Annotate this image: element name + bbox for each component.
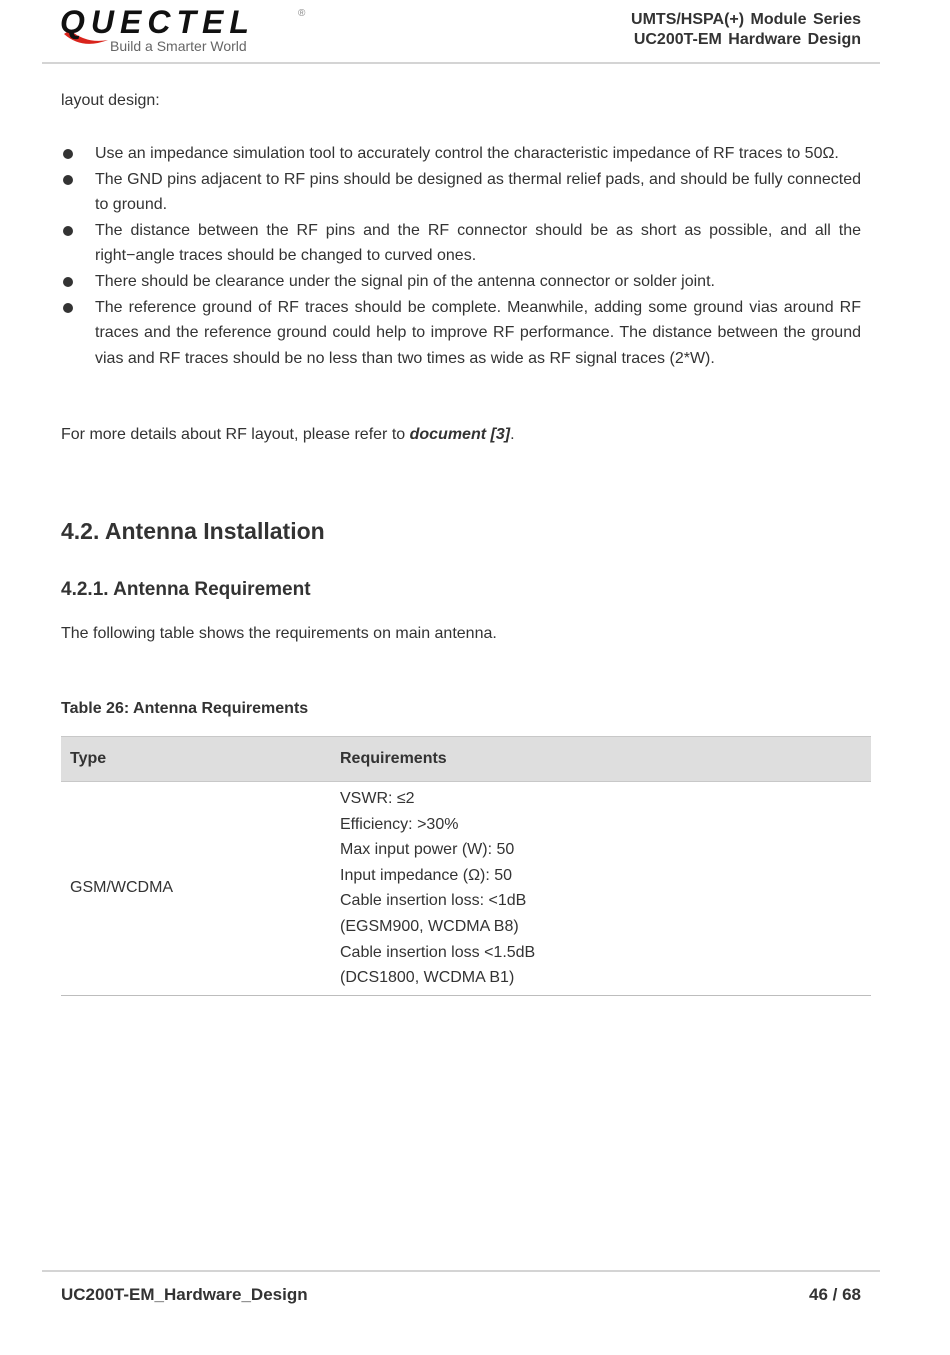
page-number: 46 / 68	[809, 1285, 861, 1304]
requirement-line: Cable insertion loss <1.5dB	[340, 943, 536, 961]
requirement-line: Cable insertion loss: <1dB	[340, 892, 527, 910]
table-intro-text: The following table shows the requirements on main antenna.	[61, 625, 497, 642]
list-item: The GND pins adjacent to RF pins should be designed as thermal relief pads, and should be fully connected to ground.	[61, 167, 861, 218]
page-header	[42, 0, 880, 64]
layout-guidelines-list	[61, 141, 861, 371]
bullet-icon	[63, 303, 73, 313]
subsection-heading: 4.2.1. Antenna Requirement	[61, 579, 311, 600]
list-item: The reference ground of RF traces should be complete. Meanwhile, adding some ground vias around RF traces and the reference ground could help to improve RF performance. The distance between the ground vias and RF traces should be no less than two times as wide as RF signal traces (2*W).	[61, 295, 861, 372]
list-item: Use an impedance simulation tool to accurately control the characteristic impedance of RF traces to 50Ω.	[61, 141, 861, 167]
more-details-paragraph: For more details about RF layout, please refer to document [3].	[61, 426, 515, 443]
header-titles	[631, 10, 861, 50]
footer-doc-name: UC200T-EM_Hardware_Design	[61, 1285, 308, 1304]
list-item: The distance between the RF pins and the RF connector should be as short as possible, and all the right−angle traces should be changed to curved ones.	[61, 218, 861, 269]
column-header-requirements: Requirements	[331, 737, 871, 782]
page-footer	[42, 1270, 880, 1304]
requirement-line: Input impedance (Ω): 50	[340, 866, 513, 884]
logo-wordmark: QUECTEL	[60, 4, 255, 40]
cell-type: GSM/WCDMA	[61, 782, 331, 996]
requirement-line: VSWR: ≤2	[340, 790, 415, 807]
table-row	[61, 782, 871, 996]
list-item: There should be clearance under the signal pin of the antenna connector or solder joint.	[61, 269, 861, 295]
document-reference: document [3]	[409, 426, 511, 443]
registered-mark: ®	[298, 8, 306, 19]
table-header-row	[61, 737, 871, 782]
quectel-logo	[60, 6, 320, 54]
antenna-requirements-table	[61, 736, 871, 996]
requirement-line: Max input power (W): 50	[340, 841, 515, 859]
requirement-line: Efficiency: >30%	[340, 815, 459, 833]
logo-tagline: Build a Smarter World	[110, 38, 247, 54]
table-caption: Table 26: Antenna Requirements	[61, 700, 309, 717]
bullet-icon	[63, 226, 73, 236]
cell-requirements	[331, 782, 871, 996]
header-doc-title: UC200T-EM Hardware Design	[633, 31, 861, 48]
section-heading: 4.2. Antenna Installation	[61, 518, 325, 544]
column-header-type: Type	[61, 737, 331, 782]
header-series: UMTS/HSPA(+) Module Series	[631, 11, 861, 28]
requirement-line: (EGSM900, WCDMA B8)	[340, 917, 519, 935]
bullet-icon	[63, 277, 73, 287]
bullet-icon	[63, 175, 73, 185]
bullet-icon	[63, 149, 73, 159]
intro-text: layout design:	[61, 92, 160, 109]
requirement-line: (DCS1800, WCDMA B1)	[340, 969, 515, 987]
